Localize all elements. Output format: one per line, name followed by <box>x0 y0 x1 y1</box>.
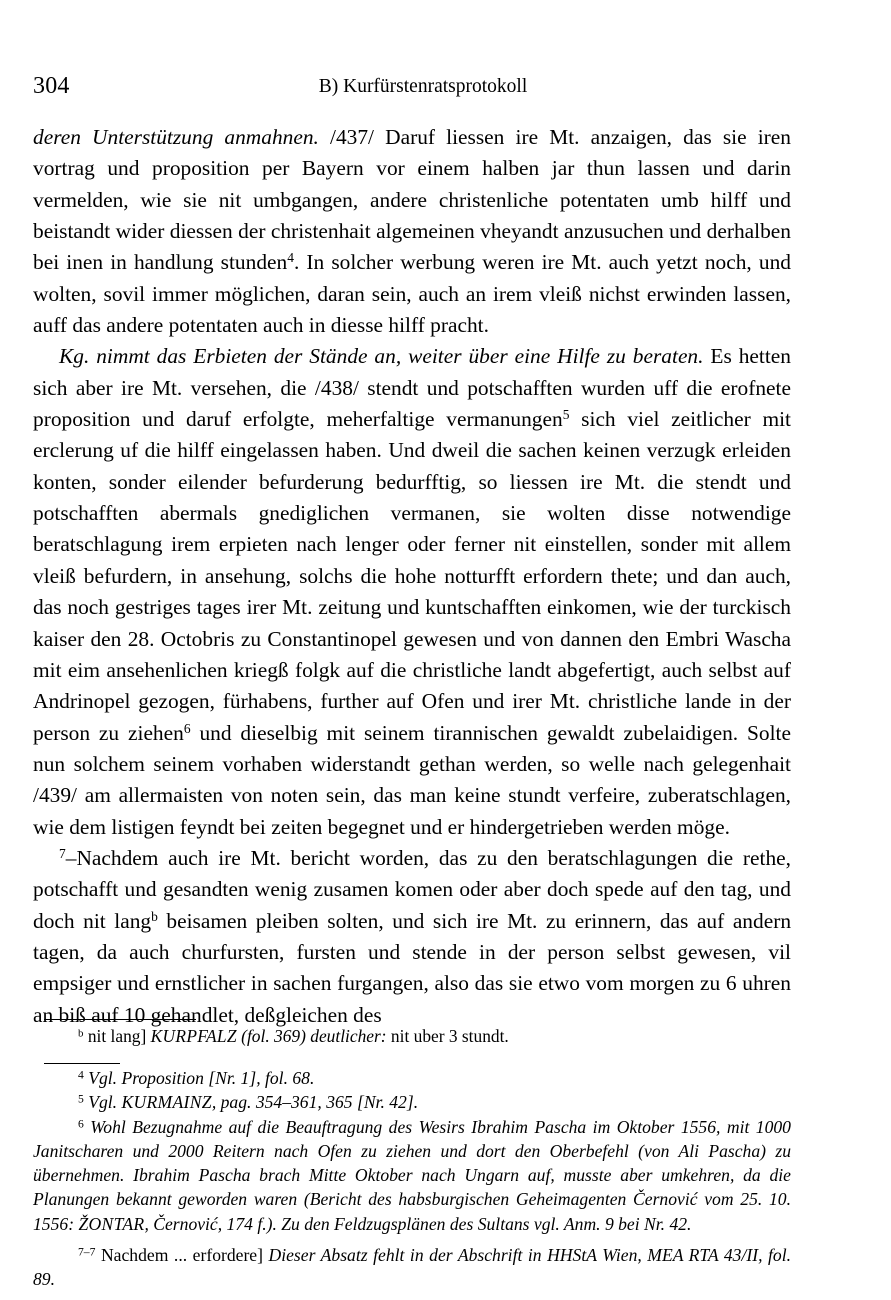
footnote-ref-5[interactable]: 5 <box>562 407 570 423</box>
footnote-ref-7[interactable]: 7 <box>59 845 66 861</box>
footnote-marker-4: 4 <box>78 1068 84 1082</box>
footnote-7-lemma: Nachdem ... erfordere] <box>100 1245 263 1266</box>
apparatus-qualifier-b: deutlicher: <box>310 1026 387 1046</box>
apparatus-separator-rule <box>44 1019 196 1020</box>
footnote-4 <box>33 1066 791 1090</box>
footnote-separator-rule <box>44 1063 120 1064</box>
footnote-6-smallcaps: ŽONTAR <box>78 1213 145 1234</box>
para2-text-after-2: und dieselbig mit seinem tirannischen gewaldt zubelaidigen. Solte nun solchem seinem vorhaben widerstandt gethan werden, so welle nach gelegenhait /439/ am allermaisten von noten sein, das man keine stundt verfeire, zuberatschlagen, wie dem listigen feyndt bei zeiten begegnet und er hindergetrieben werden möge. <box>33 720 791 839</box>
numbered-footnotes <box>33 1066 791 1292</box>
footnote-5-text-after: , pag. 354–361, 365 [Nr. 42]. <box>211 1092 419 1113</box>
footnote-5-smallcaps: KURMAINZ <box>121 1092 212 1113</box>
para3-lead-dash: – <box>65 845 77 870</box>
apparatus-lemma-b: nit lang] <box>87 1026 147 1046</box>
para1-text: /437/ Daruf liessen ire Mt. anzaigen, das sie iren vortrag und proposition per Bayern vor einem halben jar thun lassen und darin vermelden, wie sie nit umbgangen, andere christenliche potentaten umb hilff und beistandt wider diessen der christenhait algemeinen vheyandt anzusuchen und derhalben bei inen in handlung stunden <box>33 125 791 275</box>
para2-text: Es hetten sich aber ire Mt. versehen, die /438/ stendt und potschafften wurden uff die erofnete proposition und daruf erfolgte, meherfaltige vermanungen <box>33 344 791 432</box>
para2-text-after: sich viel zeitlicher mit erclerung uf die hilff eingelassen haben. Und dweil die sachen keinen verzugk erleiden konten, sonder eilender befurderung bedurfftig, so liessen ire Mt. die stendt und potschafften abermals gnediglichen vermanen, sie wolten disse notwendige beratschlagung irem erpieten nach lenger oder ferner nit einstellen, sonder mit allem vleiß befurdern, in ansehung, solchs die hohe notturfft erfordern thete; und dan auch, das noch gestriges tages irer Mt. zeitung und kuntschafften einkomen, wie der turckisch kaiser den 28. Octobris zu Constantinopel gewesen und von dannen den Embri Wascha mit eim ansehenlichen kriegß folgk auf die christliche landt abgefertigt, auch selbst auf Andrinopel gezogen, fürhabens, further auf Ofen und irer Mt. christliche lande in der person zu ziehen <box>33 407 792 745</box>
para3-text: Nachdem auch ire Mt. bericht worden, das zu den beratschlagungen die rethe, potschafft und gesandten wenig zusamen komen oder aber doch spede auf den tag, und doch nit lang <box>33 845 791 933</box>
footnote-7 <box>33 1243 791 1292</box>
apparatus-note-b <box>33 1024 791 1049</box>
apparatus-footnotes <box>33 1024 791 1049</box>
footnote-marker-5: 5 <box>78 1092 84 1106</box>
body-text <box>33 122 791 1031</box>
footnote-5 <box>33 1090 791 1114</box>
paragraph-2 <box>33 341 791 843</box>
footnote-marker-6: 6 <box>78 1117 84 1131</box>
paragraph-3 <box>33 843 791 1031</box>
footnote-marker-7: 7–7 <box>78 1245 96 1259</box>
footnote-5-text-before: Vgl. <box>88 1092 122 1113</box>
apparatus-marker-b: b <box>78 1027 84 1040</box>
footnote-7-text: Dieser Absatz fehlt in der Abschrift in HHStA Wien, MEA RTA 43/II, fol. 89. <box>33 1245 791 1290</box>
apparatus-reading-b: nit uber 3 stundt. <box>390 1026 509 1046</box>
footnote-ref-6[interactable]: 6 <box>183 720 191 736</box>
para2-lead-italic: Kg. nimmt das Erbieten der Stände an, weiter über eine Hilfe zu beraten. <box>59 344 704 369</box>
footnote-6 <box>33 1115 791 1236</box>
footnote-6-text-before: Wohl Bezugnahme auf die Beauftragung des Wesirs Ibrahim Pascha im Oktober 1556, mit 1000 Janitscharen und 2000 Reitern nach Ofen zu ziehen und dort den Oberbefehl (von Ali Pascha) zu übernehmen. Ibrahim Pascha brach Mitte Oktober nach Ungarn auf, musste aber umkehren, da die Planungen bekannt geworden waren (Bericht des habsburgischen Geheimagenten Černović vom 25. 10. 1556: <box>33 1116 791 1234</box>
para1-text-after: . In solcher werbung weren ire Mt. auch yetzt noch, und wolten, sovil immer möglichen, daran sein, auch an irem vleiß nichst erwinden lassen, auff das andere potentaten auch in diesse hilff pracht. <box>33 250 791 338</box>
paragraph-1 <box>33 122 791 341</box>
footnote-ref-b[interactable]: b <box>151 908 158 924</box>
running-head <box>33 72 791 100</box>
footnote-6-text-after: , Černović, 174 f.). Zu den Feldzugsplänen des Sultans vgl. Anm. 9 bei Nr. 42. <box>144 1213 692 1234</box>
para1-lead-italic: deren Unterstützung anmahnen. <box>33 125 319 149</box>
footnote-4-text: Vgl. Proposition [Nr. 1], fol. 68. <box>88 1068 315 1088</box>
para3-text-after: beisamen pleiben solten, und sich ire Mt. zu erinnern, das auf andern tagen, da auch churfursten, fursten und stende in der person selbst gewesen, vil empsiger und ernstlicher in sachen furgangen, also das sie etwo vom morgen zu 6 uhren an biß auf 10 gehandlet, deßgleichen des <box>33 908 792 1027</box>
page-number: 304 <box>33 73 70 99</box>
apparatus-source-b: KURPFALZ <box>150 1026 237 1046</box>
apparatus-locus-b: (fol. 369) <box>241 1026 306 1046</box>
running-title: B) Kurfürstenratsprotokoll <box>318 76 528 97</box>
footnote-ref-4[interactable]: 4 <box>287 250 294 266</box>
